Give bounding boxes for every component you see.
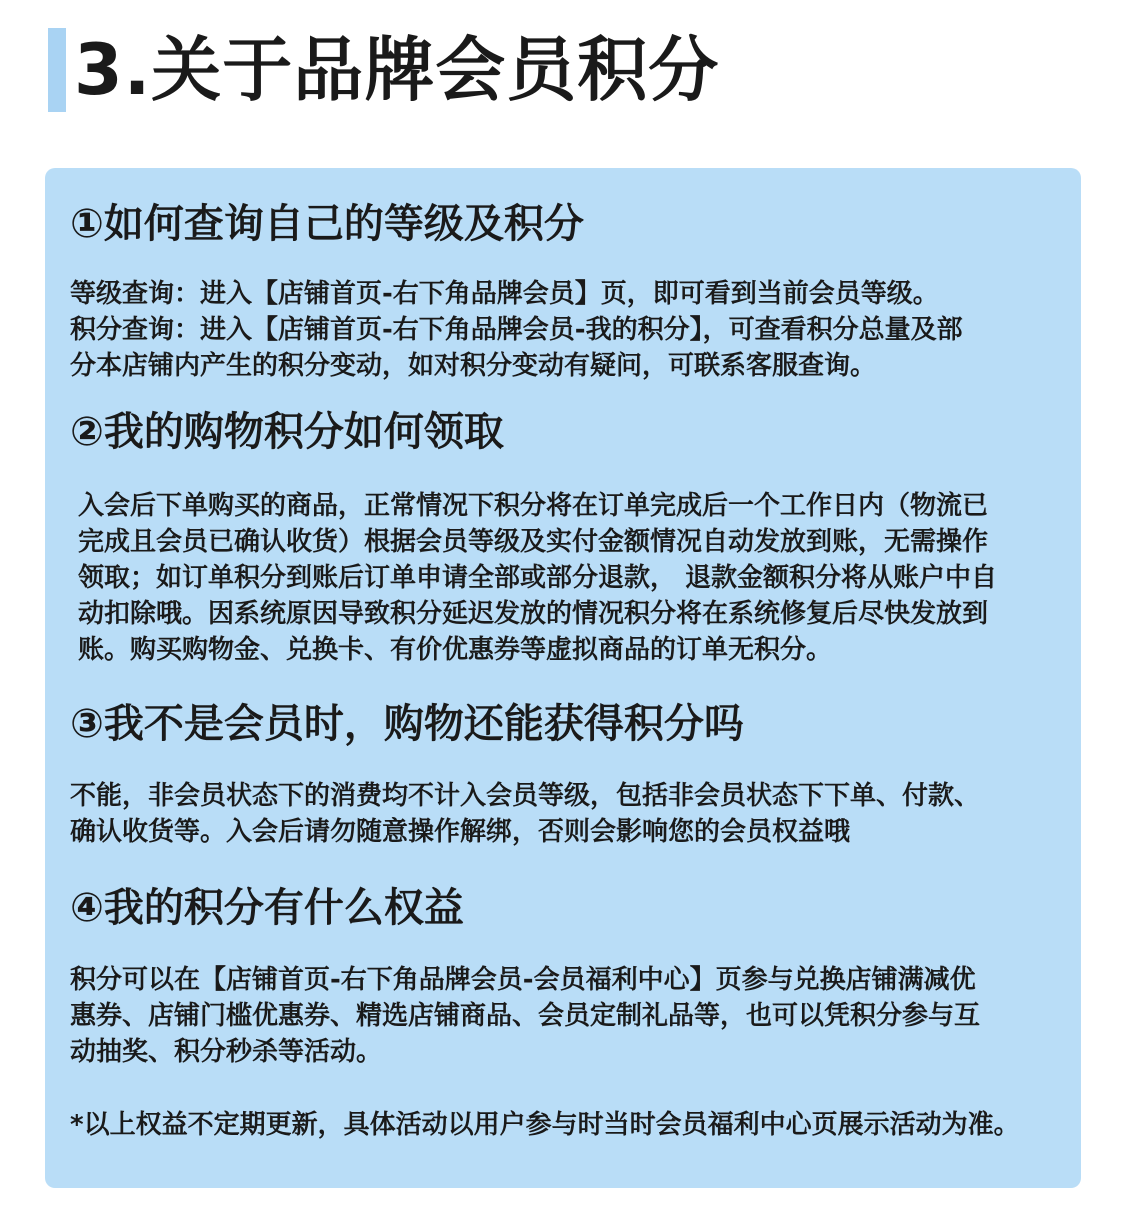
section-4-text [70,962,980,1070]
section-2-line-1: 入会后下单购买的商品，正常情况下积分将在订单完成后一个工作日内（物流已 [78,491,989,521]
page-title: 3.关于品牌会员积分 [74,29,720,111]
section-4-heading: ④我的积分有什么权益 [70,885,464,931]
section-1-text [70,276,963,384]
section-2-line-5: 账。购买购物金、兑换卡、有价优惠券等虚拟商品的订单无积分。 [78,635,833,665]
footnote: *以上权益不定期更新，具体活动以用户参与时当时会员福利中心页展示活动为准。 [70,1110,1020,1140]
section-1-line-2: 积分查询：进入【店铺首页-右下角品牌会员-我的积分】，可查看积分总量及部 [70,315,963,345]
section-2-line-2: 完成且会员已确认收货）根据会员等级及实付金额情况自动发放到账，无需操作 [78,527,989,557]
section-2-line-4: 动扣除哦。因系统原因导致积分延迟发放的情况积分将在系统修复后尽快发放到 [78,599,989,629]
section-3-heading: ③我不是会员时，购物还能获得积分吗 [70,701,744,747]
section-1-heading: ①如何查询自己的等级及积分 [70,201,584,247]
info-card [45,168,1081,1188]
section-1-line-3: 分本店铺内产生的积分变动，如对积分变动有疑问，可联系客服查询。 [70,351,877,381]
section-4-line-1: 积分可以在【店铺首页-右下角品牌会员-会员福利中心】页参与兑换店铺满减优 [70,965,976,995]
section-3-line-2: 确认收货等。入会后请勿随意操作解绑，否则会影响您的会员权益哦 [70,817,851,847]
section-2-heading: ②我的购物积分如何领取 [70,409,504,455]
section-1-line-1: 等级查询：进入【店铺首页-右下角品牌会员】页，即可看到当前会员等级。 [70,279,939,309]
section-2-text [78,488,997,668]
section-2-line-3: 领取；如订单积分到账后订单申请全部或部分退款， 退款金额积分将从账户中自 [78,563,998,593]
section-3-text [70,778,980,850]
section-4-line-2: 惠券、店铺门槛优惠券、精选店铺商品、会员定制礼品等，也可以凭积分参与互 [70,1001,981,1031]
title-accent-bar [48,28,66,112]
section-4-line-3: 动抽奖、积分秒杀等活动。 [70,1037,383,1067]
section-3-line-1: 不能，非会员状态下的消费均不计入会员等级，包括非会员状态下下单、付款、 [70,781,981,811]
